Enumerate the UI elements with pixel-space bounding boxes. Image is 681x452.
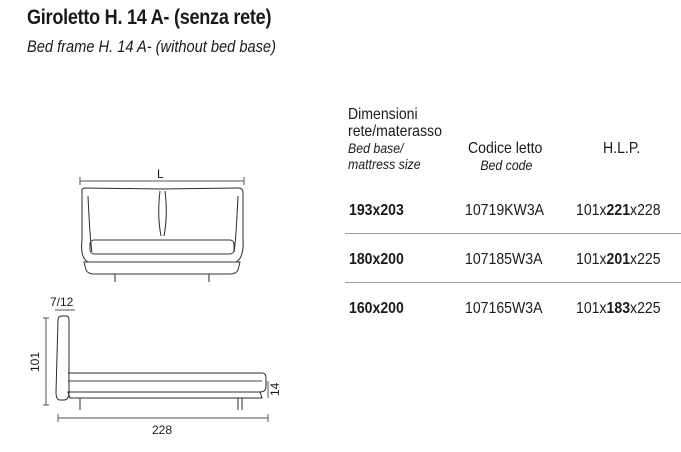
dimensions-header-it-2: rete/materasso (348, 123, 442, 140)
row-1-h: 101x (576, 202, 607, 219)
row-3-hlp (576, 300, 661, 318)
side-view-drawing (43, 310, 268, 422)
side-leg-label: 14 (268, 382, 282, 396)
row-1-size: 193x203 (349, 202, 404, 219)
row-3-l: 183 (606, 300, 631, 317)
row-divider (345, 233, 681, 234)
side-headboard-label: 7/12 (50, 295, 74, 309)
side-height-label: 101 (28, 351, 42, 372)
row-3-code: 107165W3A (465, 300, 543, 317)
dimensions-header-it-1: Dimensioni (348, 106, 418, 123)
dimensions-header (348, 106, 442, 172)
code-header-it: Codice letto (468, 140, 543, 157)
code-header (468, 140, 542, 173)
row-2-l: 201 (606, 251, 631, 268)
code-header-en: Bed code (480, 157, 533, 173)
row-divider (345, 282, 681, 283)
product-subtitle: Bed frame H. 14 A- (without bed base) (27, 37, 276, 56)
row-3-p: x225 (630, 300, 661, 317)
dimensions-header-en-2: mattress size (348, 156, 421, 172)
row-2-h: 101x (576, 251, 607, 268)
dimensions-header-en-1: Bed base/ (348, 140, 404, 156)
row-3-size: 160x200 (349, 300, 404, 317)
front-view-drawing (80, 177, 244, 282)
side-length-label: 228 (152, 423, 173, 437)
row-2-hlp (576, 251, 661, 269)
row-2-code: 107185W3A (465, 251, 543, 268)
front-width-label: L (157, 167, 164, 181)
row-1-l: 221 (606, 202, 631, 219)
row-1-p: x228 (630, 202, 661, 219)
row-2-p: x225 (630, 251, 661, 268)
row-1-code: 10719KW3A (465, 202, 545, 219)
row-3-h: 101x (576, 300, 607, 317)
hlp-header: H.L.P. (603, 140, 641, 157)
row-2-size: 180x200 (349, 251, 404, 268)
row-1-hlp (576, 202, 661, 220)
product-title: Giroletto H. 14 A- (senza rete) (27, 6, 272, 29)
